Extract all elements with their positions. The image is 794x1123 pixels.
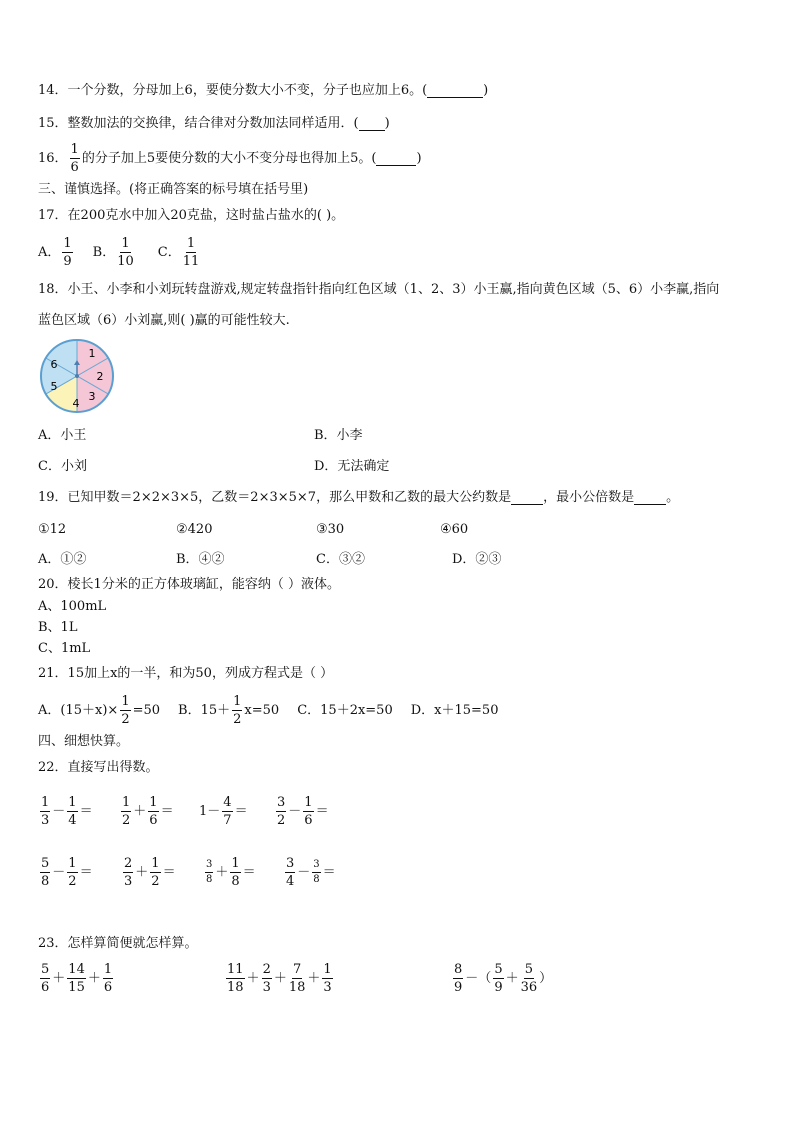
calc-expression: $\frac{3}{4}$ － $\frac{3}{8}$ ＝	[286, 856, 336, 889]
calc-expression: $\frac{5}{8}$ － $\frac{1}{2}$ ＝	[41, 856, 93, 889]
question-15-text: 15．整数加法的交换律，结合律对分数加法同样适用．(	[38, 116, 359, 131]
spinner-label: 4	[72, 397, 80, 410]
option-d[interactable]: D．②③	[452, 552, 502, 567]
option-b[interactable]: B． $\frac{1}{10}$	[92, 236, 134, 269]
option-c[interactable]: C．③②	[316, 552, 365, 567]
spinner-label: 6	[50, 358, 58, 371]
question-16-text: 的分子加上5要使分数的大小不变分母也得加上5。(	[81, 151, 377, 166]
question-18-line1: 18．小王、小李和小刘玩转盘游戏,规定转盘指针指向红色区域（1、2、3）小王赢,指向黄色区域（5、6）小李赢,指向	[38, 282, 720, 297]
option-c[interactable]: C．小刘	[38, 459, 87, 474]
question-15: 15．整数加法的交换律，结合律对分数加法同样适用．( )	[38, 116, 390, 131]
simplify-expression: $\frac{8}{9}$ － （ $\frac{5}{9}$ ＋ $\frac{5}{36}$ ）	[454, 962, 553, 995]
answer-blank[interactable]	[634, 491, 666, 505]
option-d[interactable]: D．无法确定	[314, 459, 390, 474]
calc-expression: $\frac{3}{2}$ － $\frac{1}{6}$ ＝	[277, 795, 329, 828]
answer-blank[interactable]	[359, 117, 385, 131]
question-19: 19．已知甲数＝2×2×3×5，乙数＝2×3×5×7，那么甲数和乙数的最大公约数是 ，最小公倍数是 。	[38, 490, 680, 505]
option-b[interactable]: B．小李	[314, 428, 363, 443]
option-a[interactable]: A． $\frac{1}{9}$	[38, 236, 72, 269]
option-c[interactable]: C．15＋2x=50	[297, 703, 393, 718]
answer-blank[interactable]	[376, 152, 416, 166]
question-20-text: 20．棱长1分米的正方体玻璃缸，能容纳（ ）液体。	[38, 577, 340, 592]
option-d[interactable]: D．x＋15=50	[410, 703, 499, 718]
question-17-text: 17．在200克水中加入20克盐，这时盐占盐水的( )。	[38, 208, 345, 223]
option-a[interactable]: A．(15＋x)× $\frac{1}{2}$ =50	[38, 694, 161, 727]
simplify-expression: $\frac{11}{18}$ ＋ $\frac{2}{3}$ ＋ $\frac{7}{18}$ ＋ $\frac{1}{3}$	[227, 962, 332, 995]
calc-expression: $\frac{1}{3}$ － $\frac{1}{4}$ ＝	[41, 795, 93, 828]
question-21-options	[38, 695, 498, 726]
choice-item: ②420	[176, 522, 213, 537]
option-a[interactable]: A．小王	[38, 428, 87, 443]
option-b[interactable]: B、1L	[38, 620, 78, 635]
simplify-expression: $\frac{5}{6}$ ＋ $\frac{14}{15}$ ＋ $\frac{1}{6}$	[41, 962, 113, 995]
question-14: 14．一个分数，分母加上6，要使分数大小不变，分子也应加上6。( )	[38, 83, 489, 98]
question-16: 16． $\frac{1}{6}$ 的分子加上5要使分数的大小不变分母也得加上5。( )	[38, 142, 422, 175]
option-b[interactable]: B．15＋ $\frac{1}{2}$ x=50	[178, 694, 280, 727]
question-18-line2: 蓝色区域（6）小刘赢,则( )赢的可能性较大.	[38, 313, 290, 328]
calc-expression: $\frac{1}{2}$ ＋ $\frac{1}{6}$ ＝	[122, 795, 174, 828]
spinner-label: 3	[88, 390, 96, 403]
option-c[interactable]: C、1mL	[38, 641, 91, 656]
choice-item: ③30	[316, 522, 345, 537]
question-22-text: 22．直接写出得数。	[38, 760, 159, 775]
spinner-label: 5	[50, 380, 58, 393]
choice-item: ①12	[38, 522, 67, 537]
calc-expression: 1 － $\frac{4}{7}$ ＝	[199, 795, 248, 828]
option-a[interactable]: A、100mL	[38, 599, 107, 614]
section-4-heading: 四、细想快算。	[38, 734, 130, 749]
spinner-label: 1	[88, 347, 96, 360]
section-3-heading: 三、谨慎选择。(将正确答案的标号填在括号里)	[38, 182, 309, 197]
option-c[interactable]: C． $\frac{1}{11}$	[157, 236, 200, 269]
calc-expression: $\frac{3}{8}$ ＋ $\frac{1}{8}$ ＝	[206, 856, 256, 889]
question-17-options	[38, 237, 201, 268]
option-a[interactable]: A．①②	[38, 552, 87, 567]
calc-expression: $\frac{2}{3}$ ＋ $\frac{1}{2}$ ＝	[124, 856, 176, 889]
spinner-wheel-icon	[36, 338, 118, 416]
answer-blank[interactable]	[427, 84, 483, 98]
question-23-text: 23．怎样算简便就怎样算。	[38, 936, 198, 951]
spinner-label: 2	[96, 370, 104, 383]
option-b[interactable]: B．④②	[176, 552, 225, 567]
question-21-text: 21．15加上x的一半，和为50，列成方程式是（ ）	[38, 666, 334, 681]
choice-item: ④60	[440, 522, 469, 537]
question-14-text: 14．一个分数，分母加上6，要使分数大小不变，分子也应加上6。(	[38, 83, 428, 98]
answer-blank[interactable]	[511, 491, 543, 505]
fraction: $\frac{1}{6}$	[70, 142, 79, 175]
